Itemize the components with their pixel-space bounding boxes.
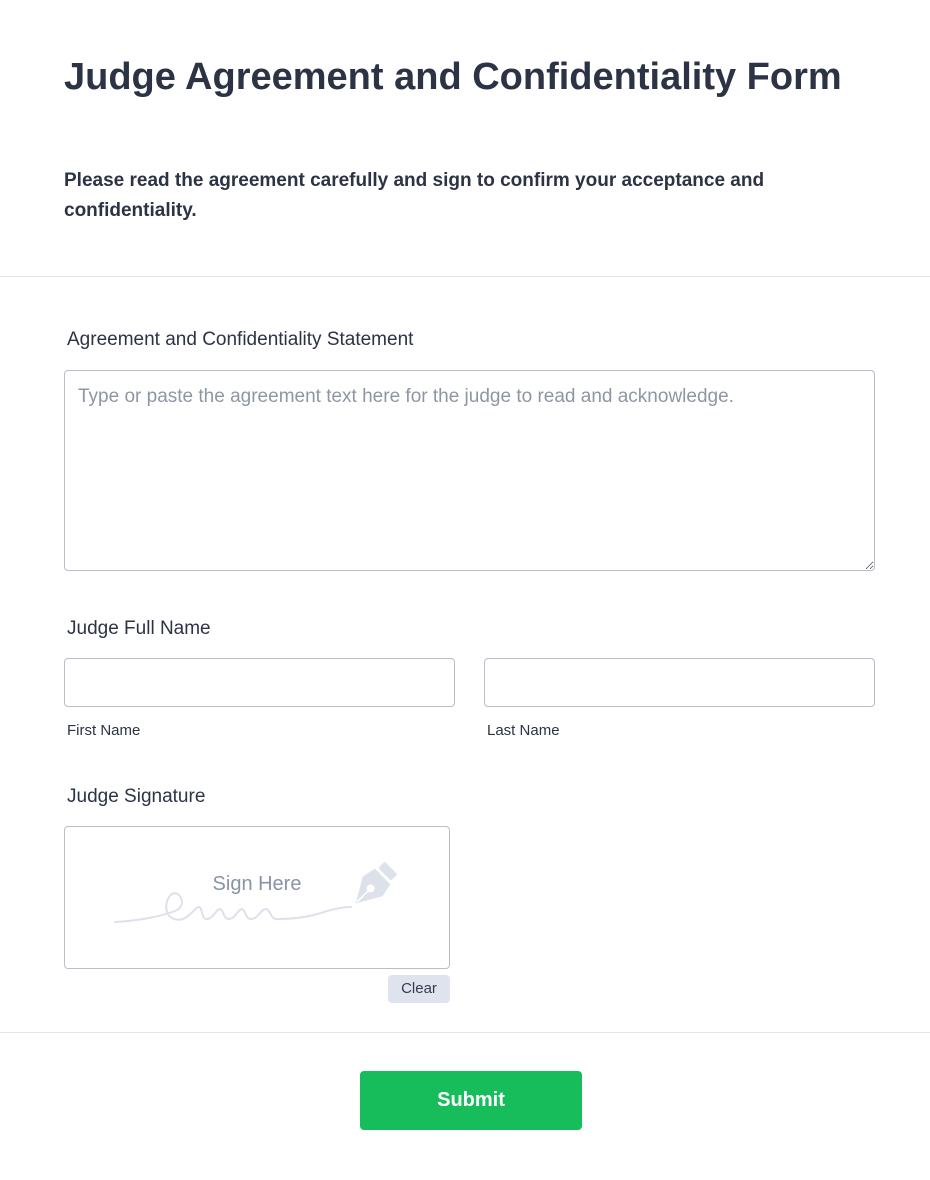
signature-label: Judge Signature [67, 786, 206, 807]
sign-here-hint: Sign Here [212, 873, 302, 895]
first-name-input[interactable] [64, 658, 455, 707]
last-name-input[interactable] [484, 658, 875, 707]
form-subtitle: Please read the agreement carefully and sign to confirm your acceptance and confidentiality. [64, 170, 765, 221]
footer-divider [0, 1032, 930, 1033]
last-name-sublabel: Last Name [487, 722, 560, 739]
submit-button[interactable]: Submit [360, 1071, 582, 1130]
clear-signature-button[interactable]: Clear [388, 975, 450, 1003]
form-title: Judge Agreement and Confidentiality Form [64, 56, 842, 98]
agreement-textarea[interactable] [64, 370, 875, 571]
agreement-label: Agreement and Confidentiality Statement [67, 329, 414, 350]
signature-pad[interactable] [64, 826, 450, 969]
judge-name-label: Judge Full Name [67, 618, 211, 639]
pen-nib-icon [65, 827, 449, 968]
form-header [0, 0, 930, 277]
first-name-sublabel: First Name [67, 722, 141, 739]
